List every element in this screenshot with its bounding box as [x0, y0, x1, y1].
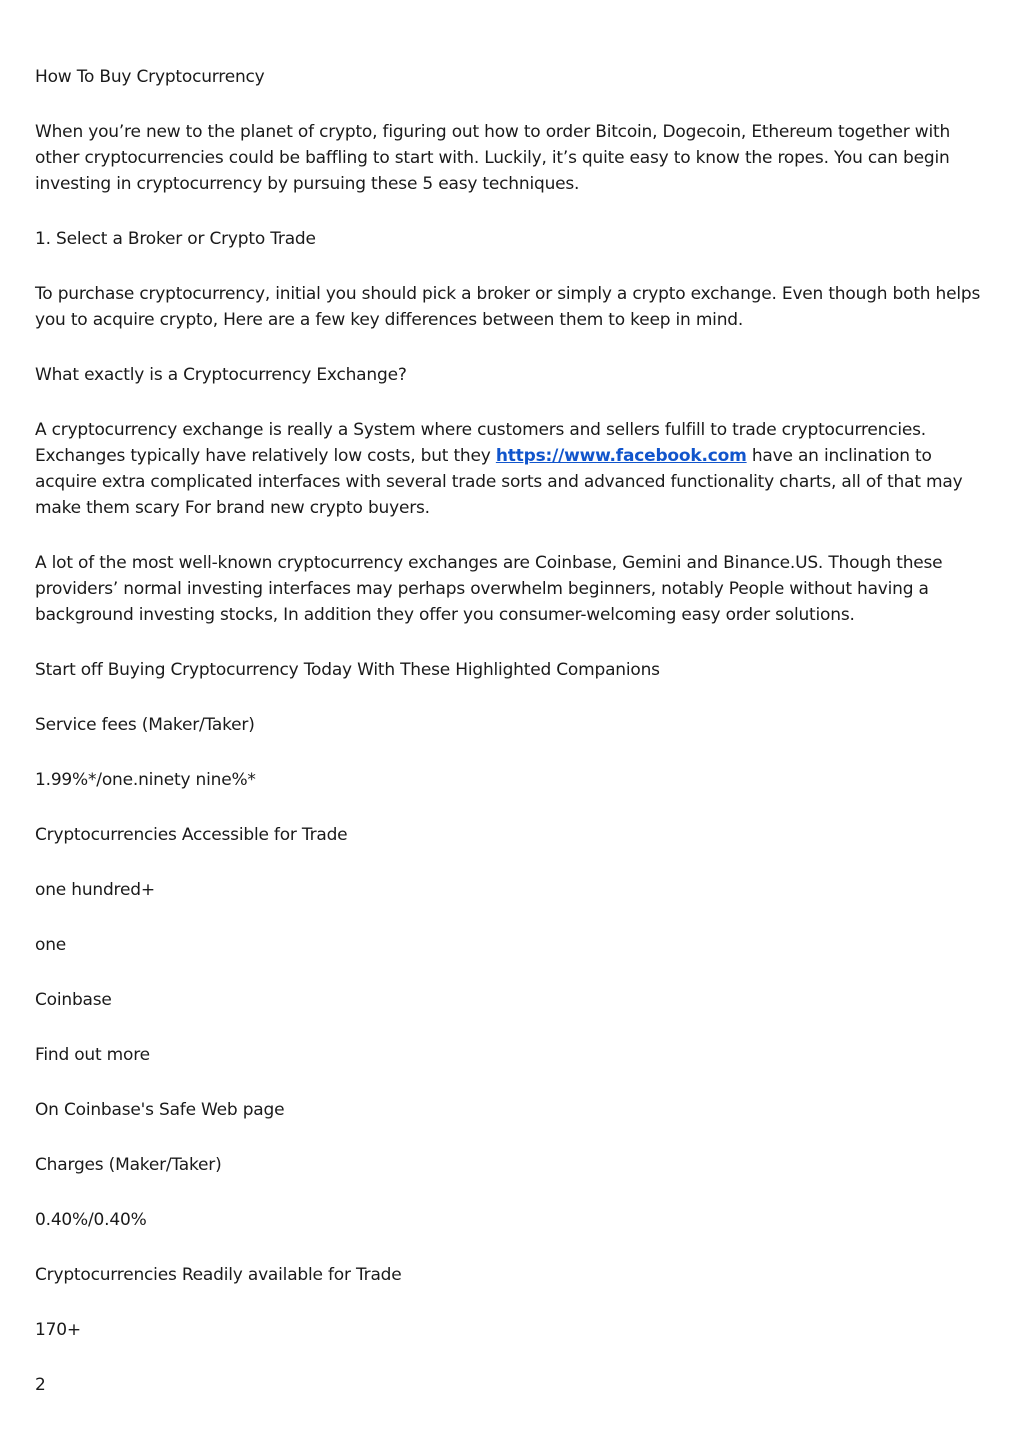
list-item: On Coinbase's Safe Web page [35, 1100, 285, 1120]
document-page [35, 64, 990, 1427]
list-item: one [35, 935, 67, 955]
list-item: 1.99%*/one.ninety nine%* [35, 770, 256, 790]
document-title: How To Buy Cryptocurrency [35, 67, 265, 87]
list-item: Coinbase [35, 990, 112, 1010]
list-item: Cryptocurrencies Accessible for Trade [35, 825, 348, 845]
exchange-paragraph [35, 417, 990, 521]
list-item: one hundred+ [35, 880, 155, 900]
exchange-text-after-link: have an inclination to acquire extra complicated interfaces with several trade sorts and advanced functionality charts, all of that may make them scary For brand new crypto buyers. [35, 446, 963, 518]
intro-paragraph: When you’re new to the planet of crypto, figuring out how to order Bitcoin, Dogecoin, Ethereum together with other cryptocurrencies could be baffling to start with. Luckily, it’s quite easy to know the ropes. You can begin investing in cryptocurrency by pursuing these 5 easy techniques. [35, 122, 951, 194]
list-item: Charges (Maker/Taker) [35, 1155, 222, 1175]
step1-heading: 1. Select a Broker or Crypto Trade [35, 229, 316, 249]
list-item: 170+ [35, 1320, 81, 1340]
exchange-heading: What exactly is a Cryptocurrency Exchange? [35, 365, 407, 385]
companions-heading: Start off Buying Cryptocurrency Today With These Highlighted Companions [35, 660, 660, 680]
list-item: 0.40%/0.40% [35, 1210, 147, 1230]
list-item: Find out more [35, 1045, 150, 1065]
list-item: Service fees (Maker/Taker) [35, 715, 255, 735]
exchange-text-before-link: A cryptocurrency exchange is really a System where customers and sellers fulfill to trade cryptocurrencies. Exchanges typically have relatively low costs, but they [35, 420, 926, 466]
exchanges-list-paragraph: A lot of the most well-known cryptocurrency exchanges are Coinbase, Gemini and Binance.US. Though these providers’ normal investing interfaces may perhaps overwhelm beginners, notably People without having a background investing stocks, In addition they offer you consumer-welcoming easy order solutions. [35, 553, 943, 625]
list-item: Cryptocurrencies Readily available for Trade [35, 1265, 402, 1285]
step1-paragraph: To purchase cryptocurrency, initial you should pick a broker or simply a crypto exchange. Even though both helps you to acquire crypto, Here are a few key differences between them to keep in mind. [35, 284, 981, 330]
facebook-link[interactable]: https://www.facebook.com [495, 446, 747, 466]
list-item: 2 [35, 1375, 46, 1395]
